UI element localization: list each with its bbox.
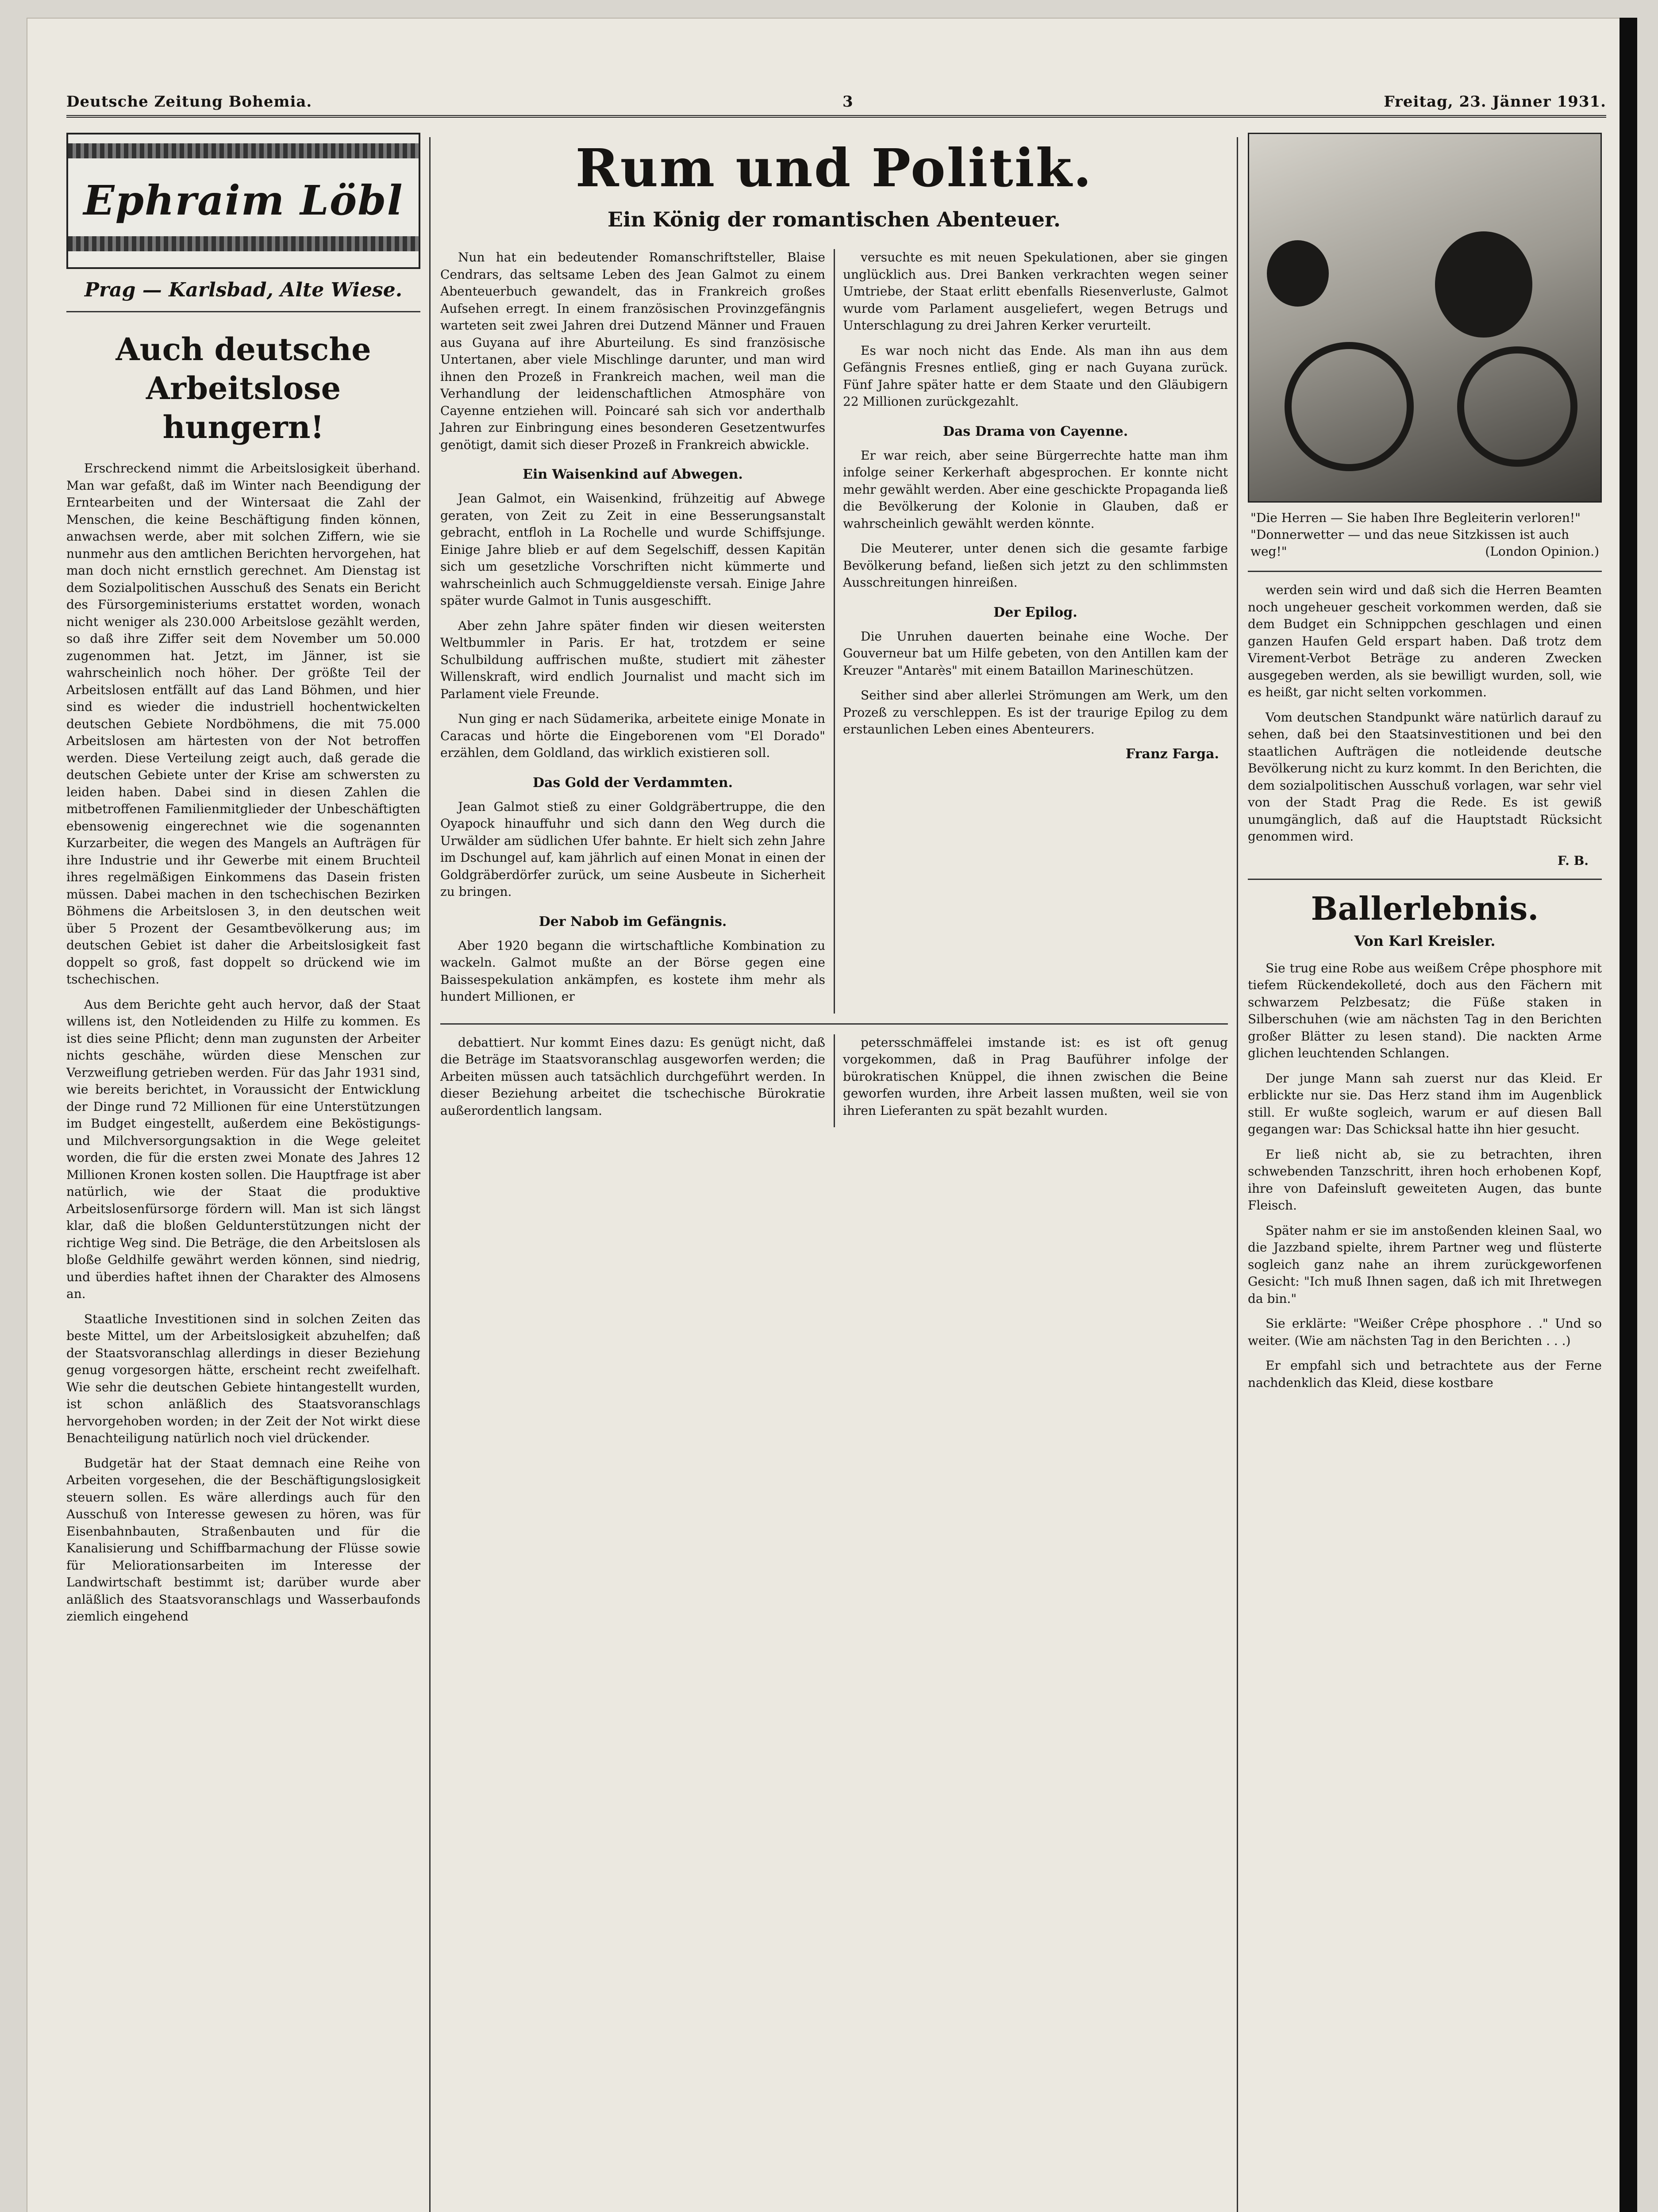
text-column	[843, 1034, 1228, 1128]
paragraph: Er empfahl sich und betrachtete aus der Ferne nachdenklich das Kleid, diese kostbare	[1248, 1358, 1602, 1390]
paragraph: versuchte es mit neuen Spekulationen, aber sie gingen unglücklich aus. Drei Banken verkrachten wegen seiner Umtriebe, der Staat erlitt ebenfalls Riesenverluste, Galmot wurde vom Parlament ausgeliefert, wegen Betrugs und Unterschlagung zu drei Jahren Kerker verurteilt.	[843, 250, 1228, 333]
paragraph: debattiert. Nur kommt Eines dazu: Es genügt nicht, daß die Beträge im Staatsvoranschlag ausgeworfen werden; die Arbeiten müssen auch tatsächlich durchgeführt werden. In dieser Beziehung arbeitet die tschechische Bürokratie außerordentlich langsam.	[440, 1035, 825, 1118]
text-section-group	[843, 249, 1228, 738]
paragraph: Aber zehn Jahre später finden wir diesen weitersten Weltbummler in Paris. Er hat, trotzdem er seine Schulbildung auffrischen mußte, studiert mit zähester Willenskraft, wird endlich Journalist und macht sich im Parlament viele Freunde.	[440, 618, 825, 701]
paragraph: Seither sind aber allerlei Strömungen am Werk, um den Prozeß zu verschleppen. Es ist der traurige Epilog zu dem erstaunlichen Leben eines Abenteurers.	[843, 688, 1228, 737]
section-heading: Ein Waisenkind auf Abwegen.	[523, 467, 743, 482]
article-headline: Rum und Politik.	[575, 137, 1093, 199]
figure	[1435, 231, 1532, 338]
paragraph: Nun ging er nach Südamerika, arbeitete einige Monate in Caracas und hörte die Eingeborenen vom "El Dorado" erzählen, dem Goldland, das wirklich existieren soll.	[440, 711, 825, 760]
section-heading: Der Epilog.	[993, 604, 1077, 620]
author: Franz Farga.	[1125, 746, 1219, 762]
text-column	[843, 249, 1228, 1014]
advertisement	[66, 133, 420, 269]
paragraph: Budgetär hat der Staat demnach eine Reihe von Arbeiten vorgesehen, die der Beschäftigungslosigkeit steuern sollen. Es wäre allerdings auch für den Ausschuß von Interesse gewesen zu hören, was für Eisenbahnbauten, Straßenbauten und für die Kanalisierung und Schiffbarmachung der Flüsse sowie für Meliorationsarbeiten im Interesse der Landwirtschaft bestimmt ist; darüber wurde aber anläßlich des Staatsvoranschlags und Wasserbaufonds ziemlich eingehend	[66, 1455, 420, 1624]
divider	[1248, 571, 1602, 572]
newspaper-page	[27, 18, 1637, 2212]
divider	[1248, 879, 1602, 880]
feuilleton-title: Ballerlebnis.	[1311, 889, 1539, 927]
paragraph: petersschmäffelei imstande ist: es ist oft genug vorgekommen, daß in Prag Bauführer infolge der bürokratischen Knüppel, die ihnen zwischen die Beine geworfen wurden, ihre Arbeit lassen mußten, weil sie von ihren Lieferanten zu spät bezahlt wurden.	[843, 1035, 1228, 1118]
cartoon-illustration	[1248, 133, 1602, 503]
masthead-name: Deutsche Zeitung Bohemia.	[66, 93, 312, 111]
wheel	[1285, 342, 1414, 471]
page-number: 3	[842, 93, 854, 111]
paragraph: Später nahm er sie im anstoßenden kleinen Saal, wo die Jazzband spielte, ihrem Partner weg und flüsterte sogleich ganz nahe an ihrem zurückgeworfenen Gesicht: "Ich muß Ihnen sagen, daß ich mit Ihretwegen da bin."	[1248, 1223, 1602, 1306]
paragraph: Es war noch nicht das Ende. Als man ihn aus dem Gefängnis Fresnes entließ, ging er nach Guyana zurück. Fünf Jahre später hatte er dem Staate und den Gläubigern 22 Millionen zurückgezahlt.	[843, 343, 1228, 409]
divider	[66, 311, 420, 312]
running-head	[66, 84, 1606, 118]
bottom-text	[440, 1034, 1228, 1128]
ad-stripe	[68, 143, 419, 158]
two-column-text	[440, 249, 1228, 1014]
paragraph: Sie trug eine Robe aus weißem Crêpe phosphore mit tiefem Rückendekolleté, doch aus den Fächern mit schwarzem Pelzbesatz; die Füße staken in Silberschuhen (wie am nächsten Tag in den Berichten großer Blätter zu lesen stand). Die nackten Arme glichen leuchtenden Schlangen.	[1248, 960, 1602, 1060]
paragraph: Sie erklärte: "Weißer Crêpe phosphore . ." Und so weiter. (Wie am nächsten Tag in den Berichten . . .)	[1248, 1316, 1602, 1348]
article-body	[1248, 582, 1602, 845]
scan-edge	[1620, 18, 1637, 2212]
feuilleton-body	[1248, 960, 1602, 1392]
ad-cities: Prag — Karlsbad, Alte Wiese.	[84, 279, 403, 301]
article-body	[66, 460, 420, 1625]
caption-credit: (London Opinion.)	[1485, 544, 1599, 559]
wheel	[1457, 346, 1577, 467]
paragraph: Staatliche Investitionen sind in solchen Zeiten das beste Mittel, um der Arbeitslosigkeit abzuhelfen; daß der Staatsvoranschlag allerdings in dieser Beziehung genug vorgesorgen hätte, erscheint recht zweifelhaft. Wie sehr die deutschen Gebiete hintangestellt wurden, ist schon anläßlich des Staatsvoranschlags hervorgehoben worden; in der Zeit der Not wirkt diese Benachteiligung natürlich noch viel drückender.	[66, 1311, 420, 1445]
article-headline: Auch deutsche Arbeitslose hungern!	[115, 331, 371, 445]
cartoon-caption	[1250, 510, 1599, 560]
section-heading: Der Nabob im Gefängnis.	[539, 914, 727, 929]
caption-text: "Die Herren — Sie haben Ihre Begleiterin verloren!" "Donnerwetter — und das neue Sitzkissen ist auch weg!"	[1250, 511, 1581, 559]
column-rule	[429, 137, 431, 2212]
figure	[1267, 240, 1329, 307]
paragraph: Er ließ nicht ab, sie zu betrachten, ihren schwebenden Tanzschritt, ihren hoch erhobenen Kopf, ihre von Dafeinsluft geweiteten Augen, das bunte Fleisch.	[1248, 1147, 1602, 1213]
paragraph: Die Unruhen dauerten beinahe eine Woche. Der Gouverneur bat um Hilfe gebeten, von den Antillen kam der Kreuzer "Antarès" mit einem Bataillon Marineschützen.	[843, 629, 1228, 678]
paragraph: Aber 1920 begann die wirtschaftliche Kombination zu wackeln. Galmot mußte an der Börse gegen eine Baissespekulation ankämpfen, es kostete ihm mehr als hundert Millionen, er	[440, 938, 825, 1004]
center-block	[440, 133, 1228, 1127]
feuilleton-byline: Von Karl Kreisler.	[1354, 932, 1496, 949]
paragraph: Der junge Mann sah zuerst nur das Kleid. Er erblickte nur sie. Das Herz stand ihm im Augenblick still. Er wußte sogleich, warum er auf diesen Ball gegangen war: Das Schicksal hatte ihn hier gesucht.	[1248, 1071, 1602, 1137]
paragraph: Aus dem Berichte geht auch hervor, daß der Staat willens ist, den Notleidenden zu Hilfe zu kommen. Es ist dies seine Pflicht; denn man zugunsten der Arbeiter nichts geschähe, würden diese Menschen zur Verzweiflung getrieben werden. Für das Jahr 1931 sind, wie bereits berichtet, in Voraussicht der Entwicklung der Dinge rund 72 Millionen für eine Unterstützungen im Budget eingestellt, außerdem eine Beköstigungs- und Milchversorgungsaktion in die Wege geleitet worden, die für die ersten zwei Monate des Jahres 12 Millionen Kronen kosten sollen. Die Hauptfrage ist aber natürlich, wie der Staat die produktive Arbeitslosenfürsorge fördern will. Man ist sich längst klar, daß die bloßen Geldunterstützungen nicht der richtige Weg sind. Die Beträge, die den Arbeitslosen als bloße Geldhilfe gewährt werden können, sind niedrig, und überdies haftet ihnen der Charakter des Almosens an.	[66, 997, 420, 1301]
column-rule	[834, 249, 835, 1014]
paragraph: Vom deutschen Standpunkt wäre natürlich darauf zu sehen, daß bei den Staatsinvestitionen und bei den staatlichen Aufträgen die notleidende deutsche Bevölkerung nicht zu kurz kommt. In den Berichten, die dem sozialpolitischen Ausschuß vorlagen, war sehr viel von der Stadt Prag die Rede. Es ist gewiß unumgänglich, daß auf die Hauptstadt Rücksicht genommen wird.	[1248, 710, 1602, 844]
ad-brand: Ephraim Löbl	[83, 177, 404, 224]
paragraph: Jean Galmot stieß zu einer Goldgräbertruppe, die den Oyapock hinauffuhr und sich dann den Weg durch die Urwälder am südlichen Ufer bahnte. Er hielt sich zehn Jahre im Dschungel auf, kam jährlich auf einen Monat in einen der Goldgräberdörfer zurück, um seine Ausbeute in Sicherheit zu bringen.	[440, 799, 825, 899]
paragraph: Er war reich, aber seine Bürgerrechte hatte man ihm infolge seiner Kerkerhaft abgesprochen. Er konnte nicht mehr gewählt werden. Aber eine geschickte Propaganda ließ die Bevölkerung der Kolonie in Glauben, daß er wahrscheinlich gewählt werden könnte.	[843, 448, 1228, 531]
paragraph: Die Meuterer, unter denen sich die gesamte farbige Bevölkerung befand, ließen sich jetzt zu den schlimmsten Ausschreitungen hinreißen.	[843, 541, 1228, 590]
issue-date: Freitag, 23. Jänner 1931.	[1384, 93, 1606, 111]
initials: F. B.	[1558, 853, 1589, 868]
text-column	[440, 249, 825, 1014]
right-column	[1248, 133, 1602, 1399]
paragraph: werden sein wird und daß sich die Herren Beamten noch ungeheuer gescheit vorkommen werden, daß sie dem Budget ein Schnippchen geschlagen und einen ganzen Haufen Geld erspart haben. Daß trotz dem Virement-Verbot Beträge zu anderen Zwecken ausgegeben werden, als sie bewilligt wurden, soll, wie es heißt, gar nicht selten vorkommen.	[1248, 583, 1602, 699]
section-heading: Das Drama von Cayenne.	[942, 423, 1128, 439]
paragraph: Jean Galmot, ein Waisenkind, frühzeitig auf Abwege geraten, von Zeit zu Zeit in eine Besserungsanstalt gebracht, entfloh in La Rochelle und wurde Schiffsjunge. Einige Jahre blieb er auf dem Segelschiff, dessen Kapitän sich um gesetzliche Vorschriften nicht kümmerte und wahrscheinlich auch Schmuggeldienste versah. Einige Jahre später wurde Galmot in Tunis ausgeschifft.	[440, 491, 825, 608]
paragraph: Erschreckend nimmt die Arbeitslosigkeit überhand. Man war gefaßt, daß im Winter nach Beendigung der Erntearbeiten und der Wintersaat die Zahl der Menschen, die keine Beschäftigung finden können, anwachsen werde, aber mit solchen Ziffern, wie sie nunmehr aus den amtlichen Berichten hervorgehen, hat man doch nicht ernstlich gerechnet. Am Dienstag ist dem Sozialpolitischen Ausschuß des Senats ein Bericht des Fürsorgeministeriums erstattet worden, wonach nicht weniger als 230.000 Arbeitslose gezählt werden, so daß ihre Ziffer seit dem November um 50.000 zugenommen hat. Jetzt, im Jänner, ist sie wahrscheinlich noch höher. Der größte Teil der Arbeitslosen entfällt auf das Land Böhmen, und hier sind es wieder die industriell hochentwickelten deutschen Gebiete Nordböhmens, die mit 75.000 Arbeitslosen am härtesten von der Not betroffen werden. Diese Verteilung zeigt auch, daß gerade die deutschen Gebiete unter der Krise am schwersten zu leiden haben. Dabei sind in diesen Zahlen die mitbetroffenen Familienmitglieder der Unbeschäftigten ebensowenig eingerechnet wie die sogenannten Kurzarbeiter, die wegen des Mangels an Aufträgen für ihre Industrie und ihr Gewerbe mit einem Bruchteil ihres regelmäßigen Einkommens das Dasein fristen müssen. Dabei machen in den tschechischen Bezirken Böhmens die Arbeitslosen 3, in den deutschen weit über 5 Prozent der Gesamtbevölkerung aus; im deutschen Gebiet ist daher die Arbeitslosigkeit fast doppelt so groß, fast doppelt so drückend wie im tschechischen.	[66, 461, 420, 987]
divider	[440, 1023, 1228, 1025]
section-heading: Das Gold der Verdammten.	[532, 775, 733, 791]
column-rule	[834, 1034, 835, 1128]
paragraph: Nun hat ein bedeutender Romanschriftsteller, Blaise Cendrars, das seltsame Leben des Jean Galmot zu einem Abenteuerbuch gewandelt, das in Frankreich großes Aufsehen erregt. In einem französischen Provinzgefängnis warteten seit zwei Jahren drei Dutzend Männer und Frauen aus Guyana auf ihre Aburteilung. Es sind französische Untertanen, aber viele Mischlinge darunter, und man wird ihnen den Prozeß in Frankreich machen, weil man die Verhandlung der leidenschaftlichen Atmosphäre von Cayenne entziehen will. Poincaré sah sich vor anderthalb Jahren zur Einbringung eines besonderen Gesetzentwurfes genötigt, damit sich dieser Prozeß in Frankreich abwickle.	[440, 250, 825, 452]
column-rule	[1237, 137, 1238, 2212]
left-column	[66, 133, 420, 1633]
ad-stripe	[68, 236, 419, 251]
article-subheadline: Ein König der romantischen Abenteuer.	[608, 207, 1061, 231]
text-column	[440, 1034, 825, 1128]
